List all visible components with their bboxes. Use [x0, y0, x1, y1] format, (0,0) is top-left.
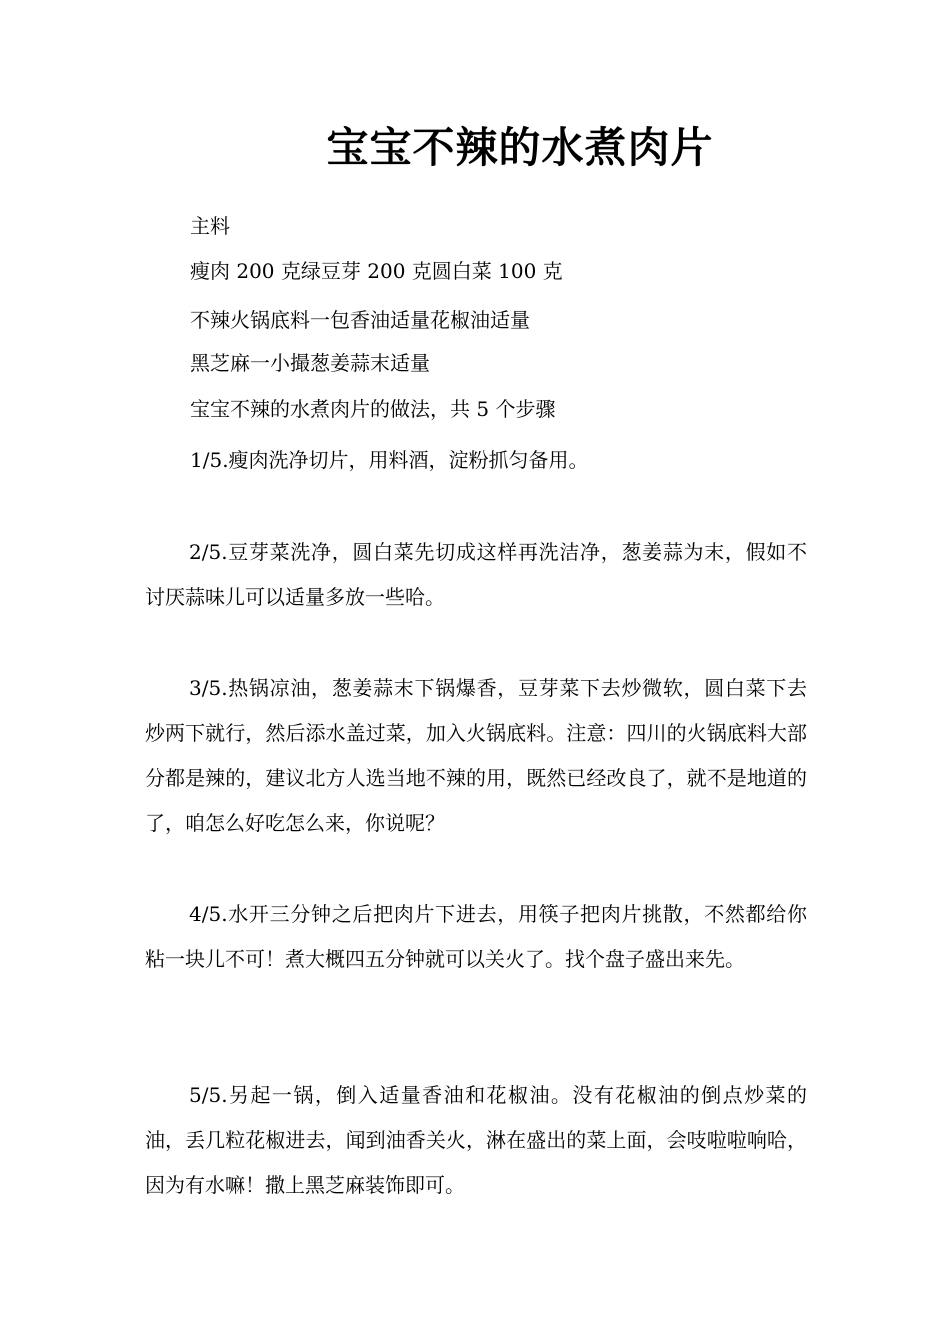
step-4: 4/5.水开三分钟之后把肉片下进去，用筷子把肉片挑散，不然都给你粘一块儿不可！煮大概四五分钟就可以关火了。找个盘子盛出来先。	[145, 902, 807, 971]
document-title: 宝宝不辣的水煮肉片	[326, 123, 714, 172]
ingredient-line: 不辣火锅底料一包香油适量花椒油适量	[190, 308, 530, 332]
steps-intro: 宝宝不辣的水煮肉片的做法，共 5 个步骤	[190, 397, 556, 421]
step-5: 5/5.另起一锅，倒入适量香油和花椒油。没有花椒油的倒点炒菜的油，丢几粒花椒进去，闻到油香关火，淋在盛出的菜上面，会吱啦啦响哈，因为有水嘛！撒上黑芝麻装饰即可。	[145, 1083, 807, 1197]
ingredient-line: 黑芝麻一小撮葱姜蒜末适量	[190, 351, 430, 375]
step-3: 3/5.热锅凉油，葱姜蒜末下锅爆香，豆芽菜下去炒微软，圆白菜下去炒两下就行，然后添水盖过菜，加入火锅底料。注意：四川的火锅底料大部分都是辣的，建议北方人选当地不辣的用，既然已经改良了，就不是地道的了，咱怎么好吃怎么来，你说呢？	[145, 676, 807, 835]
step-1: 1/5.瘦肉洗净切片，用料酒，淀粉抓匀备用。	[190, 448, 589, 472]
ingredients-heading: 主料	[190, 214, 230, 238]
step-2: 2/5.豆芽菜洗净，圆白菜先切成这样再洗洁净，葱姜蒜为末，假如不讨厌蒜味儿可以适量多放一些哈。	[145, 540, 807, 609]
ingredient-line: 瘦肉 200 克绿豆芽 200 克圆白菜 100 克	[190, 259, 563, 283]
